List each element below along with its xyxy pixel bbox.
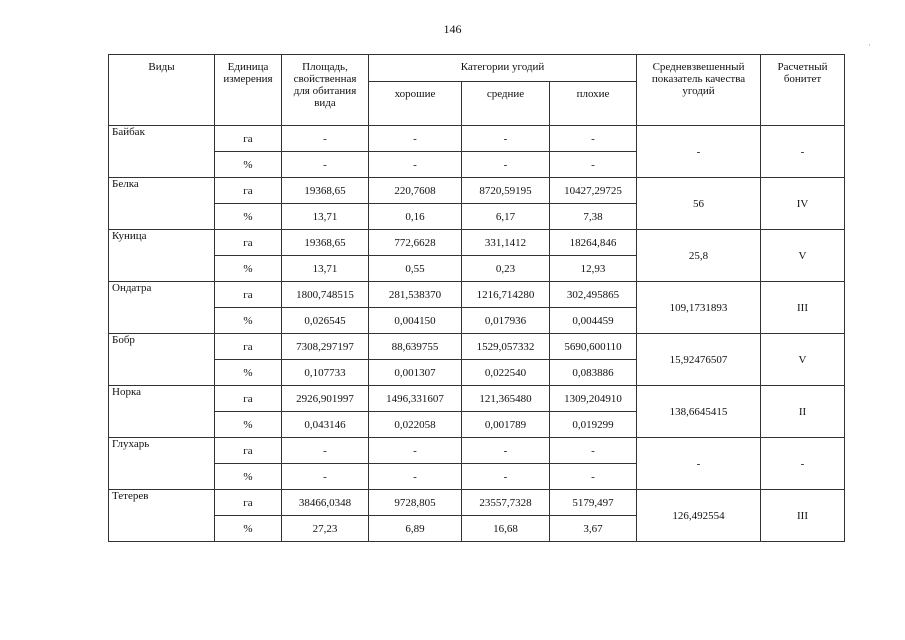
cell-pct-area: 0,107733 [282, 360, 369, 386]
scan-mark: · [868, 40, 871, 50]
cell-ha-area: - [282, 126, 369, 152]
cell-pct-unit: % [215, 308, 282, 334]
species-name: Байбак [109, 126, 215, 178]
table-body [109, 126, 845, 542]
cell-ha-poor: 5179,497 [550, 490, 637, 516]
cell-pct-unit: % [215, 360, 282, 386]
cell-bonitet: IV [761, 178, 845, 230]
header-bonitet: Расчетный бонитет [761, 55, 845, 126]
table-row [109, 126, 845, 152]
cell-ha-unit: га [215, 230, 282, 256]
cell-pct-unit: % [215, 412, 282, 438]
cell-pct-area: 13,71 [282, 204, 369, 230]
cell-pct-medium: - [462, 152, 550, 178]
cell-weighted-quality: 109,1731893 [637, 282, 761, 334]
cell-ha-unit: га [215, 438, 282, 464]
table-row [109, 178, 845, 204]
cell-ha-good: - [369, 438, 462, 464]
cell-ha-unit: га [215, 178, 282, 204]
cell-bonitet: II [761, 386, 845, 438]
cell-pct-good: 0,004150 [369, 308, 462, 334]
cell-bonitet: V [761, 334, 845, 386]
cell-pct-area: 0,043146 [282, 412, 369, 438]
cell-pct-poor: - [550, 464, 637, 490]
cell-pct-good: - [369, 152, 462, 178]
cell-ha-unit: га [215, 126, 282, 152]
header-weighted-quality: Средневзвешенный показатель качества угодий [637, 55, 761, 126]
cell-pct-area: 13,71 [282, 256, 369, 282]
cell-pct-unit: % [215, 204, 282, 230]
cell-pct-medium: 16,68 [462, 516, 550, 542]
cell-pct-good: 0,55 [369, 256, 462, 282]
cell-ha-medium: 121,365480 [462, 386, 550, 412]
cell-ha-medium: 8720,59195 [462, 178, 550, 204]
cell-bonitet: III [761, 282, 845, 334]
cell-pct-medium: - [462, 464, 550, 490]
cell-ha-unit: га [215, 282, 282, 308]
cell-weighted-quality: 138,6645415 [637, 386, 761, 438]
table-row [109, 282, 845, 308]
cell-pct-poor: 0,083886 [550, 360, 637, 386]
cell-bonitet: III [761, 490, 845, 542]
header-medium: средние [462, 82, 550, 126]
header-unit: Единица измерения [215, 55, 282, 126]
cell-ha-medium: 331,1412 [462, 230, 550, 256]
cell-pct-area: 27,23 [282, 516, 369, 542]
table-row [109, 230, 845, 256]
cell-pct-medium: 0,001789 [462, 412, 550, 438]
table-row [109, 438, 845, 464]
cell-weighted-quality: 126,492554 [637, 490, 761, 542]
cell-ha-poor: - [550, 438, 637, 464]
cell-ha-poor: 18264,846 [550, 230, 637, 256]
cell-pct-area: - [282, 152, 369, 178]
cell-pct-unit: % [215, 256, 282, 282]
cell-ha-area: 7308,297197 [282, 334, 369, 360]
cell-pct-area: - [282, 464, 369, 490]
cell-ha-medium: - [462, 438, 550, 464]
cell-pct-good: 0,001307 [369, 360, 462, 386]
cell-pct-poor: 3,67 [550, 516, 637, 542]
species-name: Норка [109, 386, 215, 438]
cell-ha-good: 281,538370 [369, 282, 462, 308]
cell-pct-unit: % [215, 464, 282, 490]
cell-pct-medium: 6,17 [462, 204, 550, 230]
cell-ha-area: 2926,901997 [282, 386, 369, 412]
header-poor: плохие [550, 82, 637, 126]
cell-pct-poor: 0,004459 [550, 308, 637, 334]
cell-weighted-quality: 25,8 [637, 230, 761, 282]
cell-ha-good: 220,7608 [369, 178, 462, 204]
cell-bonitet: - [761, 438, 845, 490]
cell-ha-unit: га [215, 334, 282, 360]
cell-ha-area: 19368,65 [282, 178, 369, 204]
cell-ha-good: 9728,805 [369, 490, 462, 516]
cell-ha-medium: 23557,7328 [462, 490, 550, 516]
table-row [109, 334, 845, 360]
page-number: 146 [443, 22, 462, 36]
cell-pct-medium: 0,017936 [462, 308, 550, 334]
cell-ha-area: 19368,65 [282, 230, 369, 256]
cell-ha-poor: 1309,204910 [550, 386, 637, 412]
cell-ha-good: 88,639755 [369, 334, 462, 360]
cell-pct-good: - [369, 464, 462, 490]
cell-ha-area: 1800,748515 [282, 282, 369, 308]
cell-pct-poor: 12,93 [550, 256, 637, 282]
cell-pct-poor: - [550, 152, 637, 178]
cell-pct-area: 0,026545 [282, 308, 369, 334]
cell-weighted-quality: 56 [637, 178, 761, 230]
cell-ha-good: - [369, 126, 462, 152]
cell-ha-poor: 10427,29725 [550, 178, 637, 204]
cell-ha-medium: 1216,714280 [462, 282, 550, 308]
cell-ha-good: 1496,331607 [369, 386, 462, 412]
cell-pct-good: 0,022058 [369, 412, 462, 438]
cell-ha-poor: - [550, 126, 637, 152]
species-name: Куница [109, 230, 215, 282]
species-name: Глухарь [109, 438, 215, 490]
table-row [109, 490, 845, 516]
cell-ha-poor: 5690,600110 [550, 334, 637, 360]
header-species: Виды [109, 55, 215, 126]
species-name: Бобр [109, 334, 215, 386]
cell-pct-unit: % [215, 516, 282, 542]
cell-weighted-quality: - [637, 126, 761, 178]
species-name: Тетерев [109, 490, 215, 542]
cell-ha-medium: 1529,057332 [462, 334, 550, 360]
cell-ha-poor: 302,495865 [550, 282, 637, 308]
cell-weighted-quality: 15,92476507 [637, 334, 761, 386]
cell-ha-unit: га [215, 490, 282, 516]
header-area: Площадь, свойственная для обитания вида [282, 55, 369, 126]
cell-bonitet: - [761, 126, 845, 178]
cell-ha-good: 772,6628 [369, 230, 462, 256]
species-name: Белка [109, 178, 215, 230]
species-name: Ондатра [109, 282, 215, 334]
cell-pct-poor: 7,38 [550, 204, 637, 230]
header-good: хорошие [369, 82, 462, 126]
cell-pct-poor: 0,019299 [550, 412, 637, 438]
cell-ha-medium: - [462, 126, 550, 152]
cell-pct-good: 6,89 [369, 516, 462, 542]
table-row [109, 386, 845, 412]
cell-ha-area: - [282, 438, 369, 464]
cell-ha-unit: га [215, 386, 282, 412]
cell-pct-medium: 0,022540 [462, 360, 550, 386]
cell-pct-unit: % [215, 152, 282, 178]
cell-pct-good: 0,16 [369, 204, 462, 230]
header-categories: Категории угодий [369, 55, 637, 82]
species-quality-table [108, 54, 845, 542]
cell-ha-area: 38466,0348 [282, 490, 369, 516]
cell-pct-medium: 0,23 [462, 256, 550, 282]
cell-weighted-quality: - [637, 438, 761, 490]
cell-bonitet: V [761, 230, 845, 282]
